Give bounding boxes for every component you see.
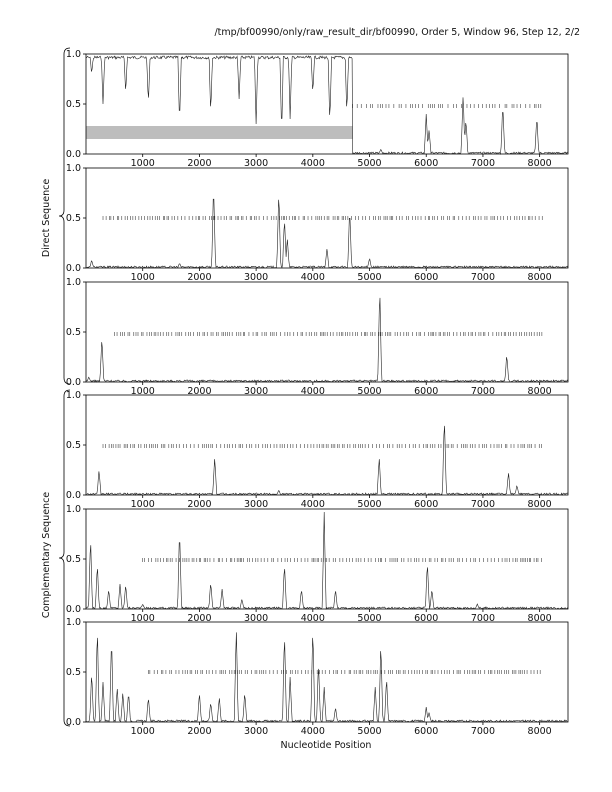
x-tick-label: 4000: [300, 613, 325, 624]
x-tick-label: 6000: [414, 386, 439, 397]
x-tick-label: 4000: [300, 158, 325, 169]
y-tick-label: 0.0: [65, 149, 81, 160]
y-tick-label: 0.0: [65, 377, 81, 388]
x-tick-label: 2000: [187, 613, 212, 624]
x-tick-label: 2000: [187, 158, 212, 169]
panel-3: [66, 277, 568, 397]
y-tick-label: 0.0: [65, 717, 81, 728]
y-tick-label: 1.0: [65, 617, 81, 628]
complementary-sequence-label: Complementary Sequence: [41, 491, 52, 619]
panel-4: [66, 390, 568, 510]
x-tick-label: 1000: [130, 613, 155, 624]
y-tick-label: 1.0: [65, 390, 81, 401]
x-tick-label: 4000: [300, 499, 325, 510]
x-tick-label: 3000: [244, 613, 269, 624]
x-tick-label: 1000: [130, 499, 155, 510]
x-tick-label: 7000: [470, 272, 496, 283]
x-tick-label: 5000: [357, 613, 382, 624]
x-tick-label: 7000: [470, 499, 496, 510]
y-tick-label: 1.0: [65, 163, 81, 174]
x-tick-label: 2000: [187, 272, 212, 283]
x-tick-label: 1000: [130, 158, 155, 169]
x-tick-label: 2000: [187, 499, 212, 510]
y-tick-label: 0.5: [65, 327, 81, 338]
x-tick-label: 7000: [470, 158, 496, 169]
y-tick-label: 0.0: [65, 490, 81, 501]
series-line: [86, 298, 568, 382]
series-line: [86, 199, 568, 268]
x-tick-label: 7000: [470, 726, 496, 737]
x-tick-label: 5000: [357, 158, 382, 169]
y-tick-label: 0.5: [65, 554, 81, 565]
x-tick-label: 2000: [187, 386, 212, 397]
series-line: [86, 426, 568, 495]
panel-6: [66, 617, 568, 737]
y-tick-label: 1.0: [65, 49, 81, 60]
x-tick-label: 8000: [527, 726, 552, 737]
x-tick-label: 7000: [470, 613, 496, 624]
x-tick-label: 8000: [527, 386, 552, 397]
panels: [66, 49, 568, 737]
x-tick-label: 8000: [527, 272, 552, 283]
y-tick-label: 0.5: [65, 99, 81, 110]
shaded-region: [86, 126, 353, 139]
x-tick-label: 2000: [187, 726, 212, 737]
x-tick-label: 6000: [414, 272, 439, 283]
y-tick-label: 0.0: [65, 263, 81, 274]
x-tick-label: 6000: [414, 726, 439, 737]
x-tick-label: 8000: [527, 499, 552, 510]
x-tick-label: 3000: [244, 158, 269, 169]
panel-frame: [86, 622, 568, 722]
x-tick-label: 3000: [244, 726, 269, 737]
x-tick-label: 3000: [244, 386, 269, 397]
y-tick-label: 0.0: [65, 604, 81, 615]
series-line: [86, 56, 568, 154]
x-tick-label: 5000: [357, 499, 382, 510]
x-tick-label: 4000: [300, 272, 325, 283]
x-tick-label: 6000: [414, 499, 439, 510]
x-tick-label: 4000: [300, 386, 325, 397]
x-tick-label: 7000: [470, 386, 496, 397]
x-tick-label: 1000: [130, 272, 155, 283]
x-tick-label: 1000: [130, 386, 155, 397]
y-tick-label: 1.0: [65, 277, 81, 288]
x-tick-label: 5000: [357, 386, 382, 397]
x-axis-label: Nucleotide Position: [280, 740, 372, 751]
panel-1: [66, 49, 568, 169]
figure-header: /tmp/bf00990/only/raw_result_dir/bf00990, Order 5, Window 96, Step 12, 2/2: [214, 27, 580, 38]
panel-5: [66, 504, 568, 624]
x-tick-label: 3000: [244, 499, 269, 510]
y-tick-label: 0.5: [65, 440, 81, 451]
x-tick-label: 8000: [527, 613, 552, 624]
y-tick-label: 0.5: [65, 213, 81, 224]
panel-frame: [86, 395, 568, 495]
panel-2: [66, 163, 568, 283]
x-tick-label: 8000: [527, 158, 552, 169]
x-tick-label: 6000: [414, 613, 439, 624]
x-tick-label: 6000: [414, 158, 439, 169]
x-tick-label: 5000: [357, 272, 382, 283]
series-line: [86, 632, 568, 722]
x-tick-label: 5000: [357, 726, 382, 737]
x-tick-label: 4000: [300, 726, 325, 737]
y-tick-label: 0.5: [65, 667, 81, 678]
direct-sequence-label: Direct Sequence: [41, 178, 52, 258]
x-tick-label: 1000: [130, 726, 155, 737]
y-tick-label: 1.0: [65, 504, 81, 515]
x-tick-label: 3000: [244, 272, 269, 283]
